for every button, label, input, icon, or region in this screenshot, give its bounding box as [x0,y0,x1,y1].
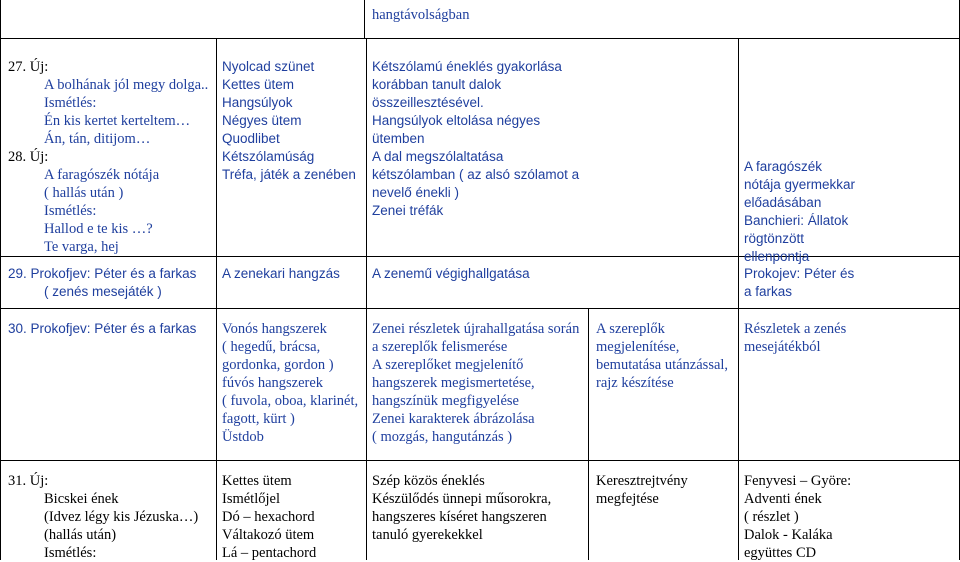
lesson-31-activities-cell [372,472,551,544]
lesson-30-activities-cell [372,320,579,446]
row-divider [0,308,960,309]
cell-text-line: gordonka, gordon ) [222,357,334,373]
cell-text-line: Dalok - Kaláka [744,527,833,543]
cell-text-line: Ismétlés: [44,95,97,111]
cell-text-line: Zenei tréfák [372,203,444,218]
cell-text-line: ( mozgás, hangutánzás ) [372,429,513,445]
cell-text-line: Részletek a zenés [744,321,847,337]
cell-text-line: ( hegedű, brácsa, [222,339,321,355]
cell-text-line: kétszólamban ( az alsó szólamot a [372,167,580,182]
lesson-30-listening-cell [744,320,846,356]
cell-text-line: Banchieri: Állatok [744,213,849,228]
cell-text-line: A zenekari hangzás [222,266,340,281]
cell-text-line: Hangsúlyok eltolása négyes [372,113,541,128]
cell-text-line: A bolhának jól megy dolga.. [44,77,209,93]
lesson-29-activities-cell [372,265,530,283]
cell-text-line: Án, tán, ditijom… [44,131,151,147]
cell-text-line: ( hallás után ) [44,185,124,201]
cell-text-line: megjelenítése, [596,339,680,355]
cell-text-line: ( részlet ) [744,509,799,525]
cell-text-line: tanuló gyerekekkel [372,527,483,543]
cell-text-line: nevelő énekli ) [372,185,460,200]
cell-text-line: A faragószék nótája [44,167,160,183]
cell-text-line: Ismétlés: [44,545,97,561]
cell-text-line: fagott, kürt ) [222,411,295,427]
cell-text-line: Te varga, hej [44,239,119,255]
cell-text-line: előadásában [744,195,822,210]
cell-text-line: Ismétlőjel [222,491,280,507]
cell-text-line: Kétszólamúság [222,149,315,164]
cell-text-line: Prokojev: Péter és [744,266,855,281]
table-border-top [0,38,960,39]
cell-text-line: Én kis kertet kerteltem… [44,113,191,129]
cell-text-line: Kettes ütem [222,77,295,92]
row-divider [0,460,960,461]
cell-text-line: hangszeres kíséret hangszeren [372,509,547,525]
cell-text-line: A dal megszólaltatása [372,149,504,164]
cell-text-line: rögtönzött [744,231,805,246]
lesson-31-concepts-cell [222,472,316,562]
previous-row-fragment: hangtávolságban [372,7,470,23]
column-divider [588,308,589,560]
cell-text-line: a szereplők felismerése [372,339,508,355]
cell-text-line: Szép közös éneklés [372,473,485,489]
cell-text-line: A szereplőket megjelenítő [372,357,524,373]
cell-text-line: összeillesztésével. [372,95,484,110]
cell-text-line: rajz készítése [596,375,674,391]
cell-text-line: Kettes ütem [222,473,292,489]
cell-text-line: Zenei karakterek ábrázolása [372,411,535,427]
column-divider [364,0,365,38]
cell-text-line: mesejátékból [744,339,821,355]
lesson-30-song-cell [8,320,196,338]
cell-text-line: hangszerek megismertetése, [372,375,535,391]
cell-text-line: Készülődés ünnepi műsorokra, [372,491,552,507]
cell-text-line: Zenei részletek újrahallgatása során [372,321,580,337]
cell-text-line: 28. Új: [8,149,49,165]
lesson-31-creative-cell [596,472,688,508]
cell-text-line: ütemben [372,131,425,146]
cell-text-line: (Idvez légy kis Jézuska…) [44,509,199,525]
lesson-30-creative-cell [596,320,728,392]
cell-text-line: Tréfa, játék a zenében [222,167,356,182]
lesson-31-listening-cell [744,472,851,562]
lesson-29-listening-cell [744,265,854,301]
cell-text-line: Bicskei ének [44,491,119,507]
cell-text-line: nótája gyermekkar [744,177,856,192]
lesson-27-28-concepts-cell [222,58,356,184]
cell-text-line: ellenpontja [744,249,810,264]
column-divider [738,38,739,560]
column-divider [216,38,217,560]
cell-text-line: Nyolcad szünet [222,59,315,74]
lesson-30-concepts-cell [222,320,358,446]
cell-text-line: Keresztrejtvény [596,473,688,489]
cell-text-line: bemutatása utánzással, [596,357,729,373]
cell-text-line: Váltakozó ütem [222,527,315,543]
cell-text-line: (hallás után) [44,527,117,543]
cell-text-line: 31. Új: [8,473,49,489]
lesson-29-concepts-cell [222,265,340,283]
cell-text-line: Ismétlés: [44,203,97,219]
column-divider [366,38,367,560]
cell-text-line: korábban tanult dalok [372,77,502,92]
lesson-27-28-listening-cell [744,158,855,266]
lesson-27-28-song-cell [8,58,208,256]
cell-text-line: Kétszólamú éneklés gyakorlása [372,59,562,74]
cell-text-line: ( fuvola, oboa, klarinét, [222,393,359,409]
lesson-31-song-cell [8,472,198,562]
cell-text-line: Vonós hangszerek [222,321,327,337]
cell-text-line: Quodlibet [222,131,280,146]
cell-text-line: Adventi ének [744,491,822,507]
cell-text-line: Hangsúlyok [222,95,293,110]
cell-text-line: együttes CD [744,545,817,561]
cell-text-line: A faragószék [744,159,823,174]
lesson-29-song-cell [8,265,196,301]
cell-text-line: hangszínük megfigyelése [372,393,519,409]
cell-text-line: a farkas [744,284,793,299]
cell-text-line: fúvós hangszerek [222,375,324,391]
cell-text-line: 30. Prokofjev: Péter és a farkas [8,321,197,336]
cell-text-line: Négyes ütem [222,113,302,128]
column-divider [0,0,1,560]
cell-text-line: Dó – hexachord [222,509,315,525]
cell-text-line: 27. Új: [8,59,49,75]
cell-text-line: A zenemű végighallgatása [372,266,530,281]
cell-text-line: Lá – pentachord [222,545,317,561]
cell-text-line: Üstdob [222,429,264,445]
cell-text-line: 29. Prokofjev: Péter és a farkas [8,266,197,281]
cell-text-line: Fenyvesi – Györe: [744,473,852,489]
cell-text-line: ( zenés mesejáték ) [44,284,162,299]
cell-text-line: A szereplők [596,321,665,337]
cell-text-line: megfejtése [596,491,659,507]
cell-text-line: Hallod e te kis …? [44,221,153,237]
lesson-27-28-activities-cell [372,58,579,220]
